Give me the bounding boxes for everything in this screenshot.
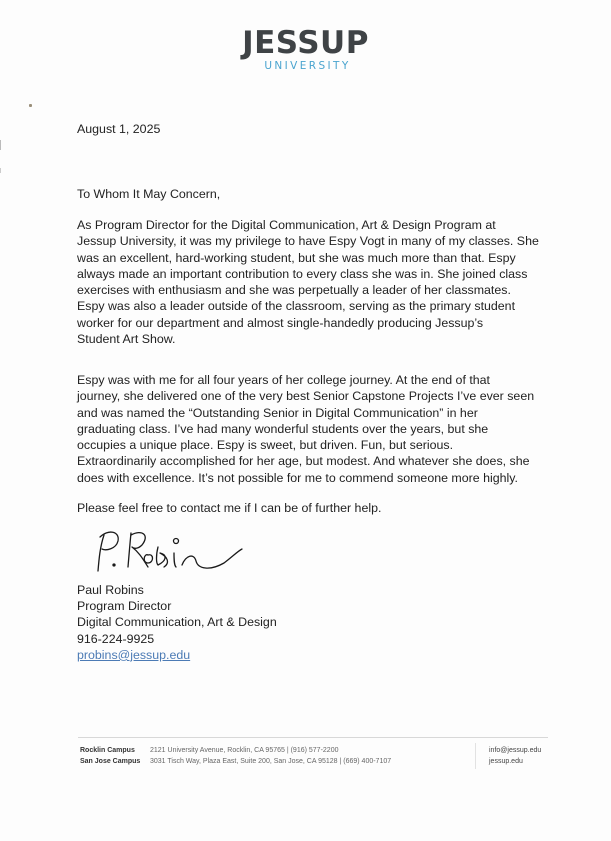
scan-edge-mark [0, 168, 1, 173]
text-line: Espy was with me for all four years of her college journey. At the end of that [77, 373, 491, 387]
scan-edge-mark [0, 140, 1, 150]
footer-contact [489, 745, 541, 767]
text-line: and was named the “Outstanding Senior in Digital Communication” in her [77, 405, 478, 420]
campus-name: San Jose Campus [80, 758, 141, 765]
signer-phone: 916-224-9925 [77, 631, 155, 646]
footer-vertical-divider [475, 743, 476, 769]
signature-block [77, 582, 277, 663]
footer-divider-line [78, 737, 548, 738]
text-line: always made an important contribution to every class she was in. She joined class [77, 266, 528, 281]
text-line: does with excellence. It’s not possible for me to commend someone more highly. [77, 470, 519, 485]
text-line: As Program Director for the Digital Communication, Art & Design Program at [77, 218, 496, 232]
logo-name: JESSUP [242, 25, 369, 61]
text-line: was an excellent, hard-working student, but she was much more than that. Espy [77, 250, 516, 265]
footer-website[interactable]: jessup.edu [489, 758, 523, 765]
salutation: To Whom It May Concern, [77, 187, 221, 201]
handwritten-signature [90, 527, 260, 577]
paragraph-1 [77, 217, 597, 347]
university-logo [0, 27, 611, 72]
footer-campus-addresses [150, 745, 391, 767]
footer-email[interactable]: info@jessup.edu [489, 747, 542, 754]
text-line: worker for our department and almost single-handedly producing Jessup’s [77, 315, 484, 330]
scan-speck [29, 104, 32, 107]
letter-date: August 1, 2025 [77, 122, 161, 136]
paragraph-2 [77, 372, 602, 486]
logo-subtitle: UNIVERSITY [264, 60, 351, 72]
footer-campus-names [80, 745, 140, 767]
campus-name: Rocklin Campus [80, 747, 135, 754]
text-line: Jessup University, it was my privilege to have Espy Vogt in many of my classes. She [77, 234, 539, 249]
text-line: journey, she delivered one of the very best Senior Capstone Projects I’ve ever seen [77, 389, 535, 404]
signer-department: Digital Communication, Art & Design [77, 615, 277, 630]
text-line: exercises with enthusiasm and she was perpetually a leader of her classmates. [77, 283, 511, 298]
campus-address: 3031 Tisch Way, Plaza East, Suite 200, San Jose, CA 95128 | (669) 400-7107 [150, 758, 392, 765]
closing-line: Please feel free to contact me if I can be of further help. [77, 501, 382, 515]
text-line: Student Art Show. [77, 332, 176, 347]
text-line: Extraordinarily accomplished for her age, but modest. And whatever she does, she [77, 454, 530, 469]
signer-email-link[interactable]: probins@jessup.edu [77, 647, 191, 662]
text-line: occupies a unique place. Espy is sweet, but driven. Fun, but serious. [77, 438, 454, 453]
campus-address: 2121 University Avenue, Rocklin, CA 95765 | (916) 577-2200 [150, 747, 339, 754]
text-line: Espy was also a leader outside of the classroom, serving as the primary student [77, 299, 516, 314]
signer-name: Paul Robins [77, 583, 144, 597]
text-line: graduating class. I’ve had many wonderful students over the years, but she [77, 421, 489, 436]
signer-title: Program Director [77, 599, 172, 614]
